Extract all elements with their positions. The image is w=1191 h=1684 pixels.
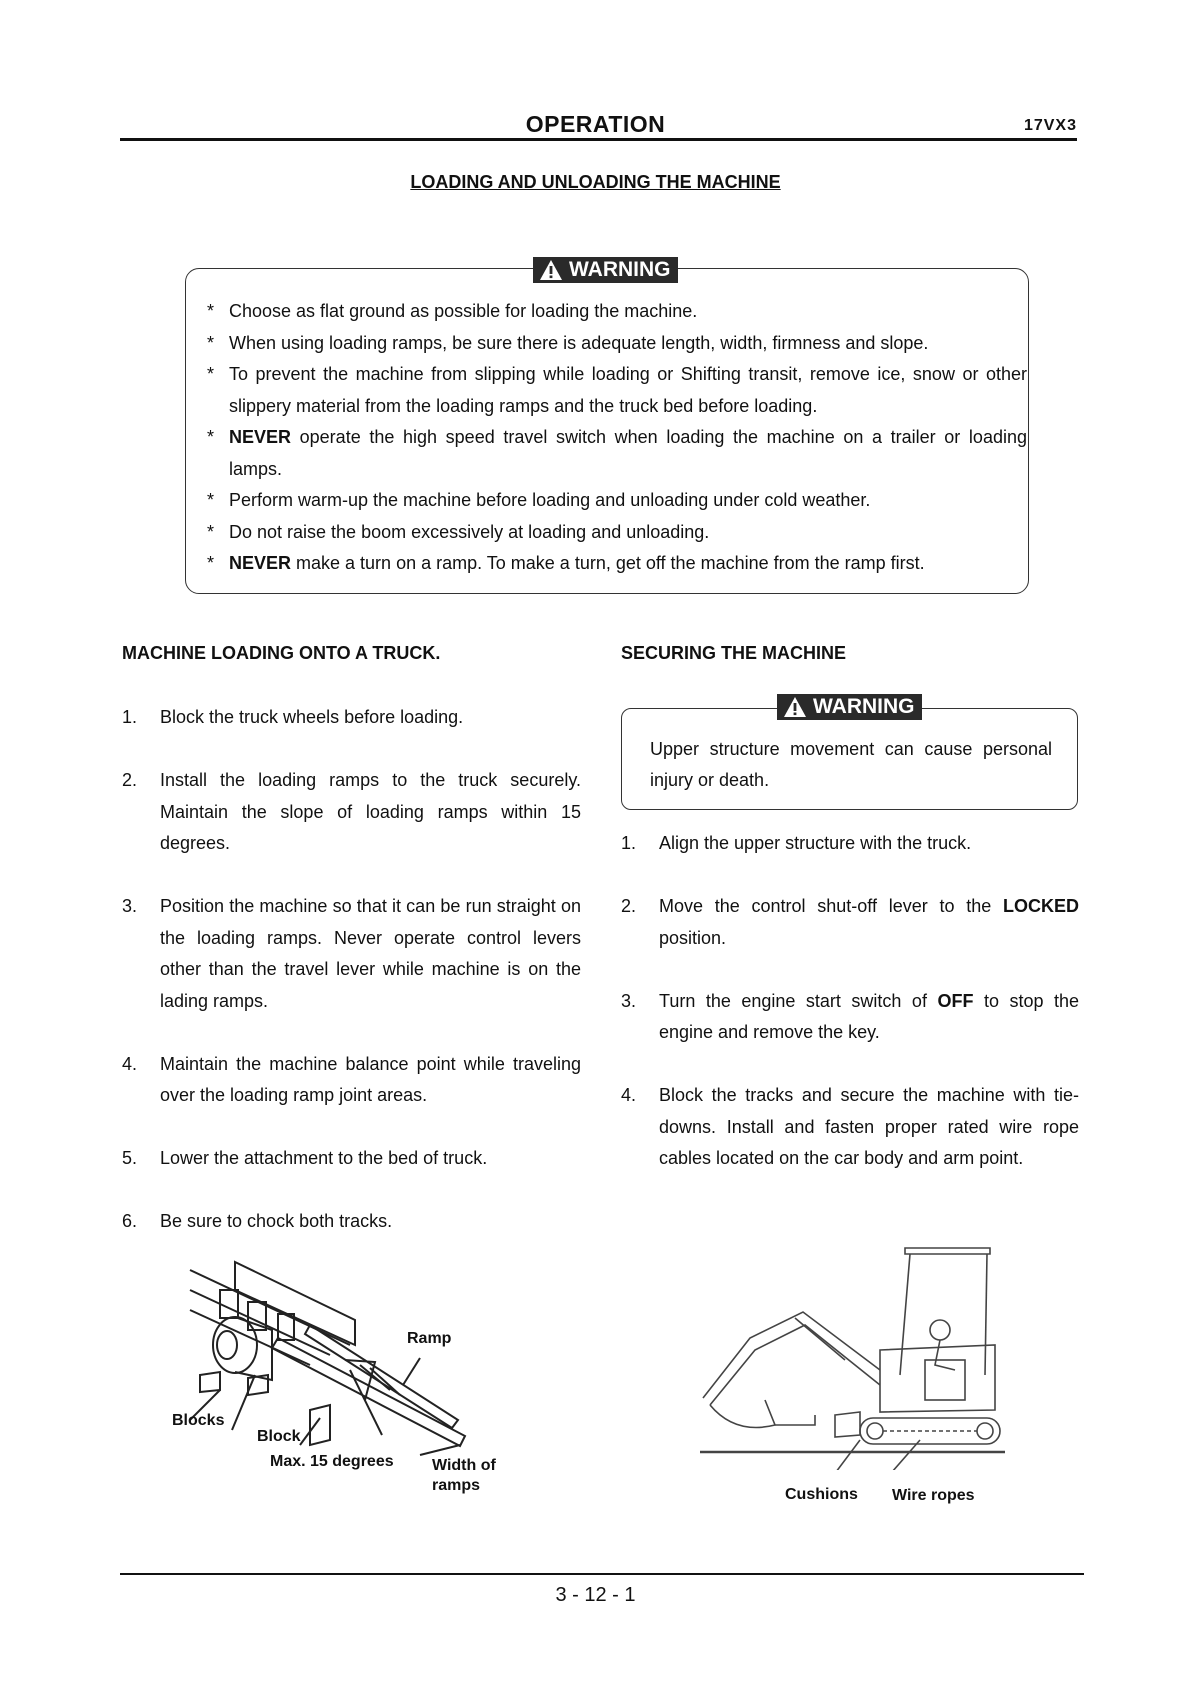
- footer-rule: [120, 1573, 1084, 1575]
- main-warning-label: WARNING: [569, 258, 671, 281]
- securing-heading: SECURING THE MACHINE: [621, 643, 847, 663]
- loading-step: 1. Block the truck wheels before loading.: [122, 707, 464, 727]
- figure-label-cushions: Cushions: [785, 1486, 858, 1503]
- warning-bullet: * Perform warm-up the machine before loading and unloading under cold weather.: [207, 490, 871, 510]
- page-number: 3 - 12 - 1: [555, 1584, 636, 1606]
- securing-step: 2. Move the control shut-off lever to the LOCKED position.: [621, 896, 1079, 948]
- excavator-figure: [695, 1240, 1015, 1470]
- securing-steps: [621, 828, 1079, 1206]
- section-title: LOADING AND UNLOADING THE MACHINE: [410, 172, 781, 192]
- figure-label-block: Block: [257, 1428, 301, 1445]
- warning-triangle-icon: [783, 696, 807, 718]
- page-header-title: OPERATION: [525, 111, 666, 137]
- figure-label-blocks: Blocks: [172, 1412, 225, 1429]
- header-rule: [120, 138, 1077, 141]
- figure-label-max-degrees: Max. 15 degrees: [270, 1453, 394, 1470]
- warning-triangle-icon: [539, 259, 563, 281]
- securing-warning-label: WARNING: [813, 695, 915, 718]
- figure-label-wire-ropes: Wire ropes: [892, 1487, 975, 1504]
- warning-bullet: * When using loading ramps, be sure there is adequate length, width, firmness and slope.: [207, 332, 929, 353]
- model-code: 17VX3: [1023, 117, 1077, 134]
- warning-bullet-list: [205, 296, 1027, 580]
- excavator-drawing: [695, 1240, 1015, 1470]
- loading-step: 6. Be sure to chock both tracks.: [122, 1211, 393, 1231]
- main-warning-badge: [533, 257, 678, 283]
- figure-label-width-1: Width of: [432, 1457, 496, 1474]
- securing-step: 1. Align the upper structure with the truck.: [621, 833, 972, 853]
- warning-bullet: * Do not raise the boom excessively at loading and unloading.: [207, 521, 710, 542]
- loading-step: 5. Lower the attachment to the bed of truck.: [122, 1148, 488, 1168]
- warning-bullet: * To prevent the machine from slipping while loading or Shifting transit, remove ice, snow or other slippery material from the loading ramps and the truck bed before loading.: [207, 364, 1027, 416]
- securing-warning-text: Upper structure movement can cause personal injury or death.: [650, 739, 1052, 790]
- securing-step: 3. Turn the engine start switch of OFF to stop the engine and remove the key.: [621, 990, 1080, 1042]
- securing-step: 4. Block the tracks and secure the machine with tie-downs. Install and fasten proper rated wire rope cables located on the car body and arm point.: [621, 1085, 1079, 1168]
- loading-step: 2. Install the loading ramps to the truck securely. Maintain the slope of loading ramps within 15 degrees.: [122, 770, 581, 853]
- warning-bullet: * Choose as flat ground as possible for loading the machine.: [207, 301, 698, 321]
- loading-steps: [122, 702, 581, 1269]
- loading-step: 4. Maintain the machine balance point while traveling over the loading ramp joint areas.: [122, 1053, 581, 1105]
- warning-bullet: * NEVER make a turn on a ramp. To make a turn, get off the machine from the ramp first.: [207, 553, 925, 573]
- securing-warning-badge: [777, 694, 922, 720]
- figure-label-width-2: ramps: [432, 1477, 481, 1494]
- figure-label-ramp: Ramp: [407, 1330, 452, 1347]
- loading-step: 3. Position the machine so that it can be run straight on the loading ramps. Never operate control levers other than the travel lever while machine is on the lading ramps.: [122, 896, 581, 1011]
- loading-heading: MACHINE LOADING ONTO A TRUCK.: [122, 643, 441, 663]
- warning-bullet: * NEVER operate the high speed travel switch when loading the machine on a trailer or loading lamps.: [207, 427, 1027, 479]
